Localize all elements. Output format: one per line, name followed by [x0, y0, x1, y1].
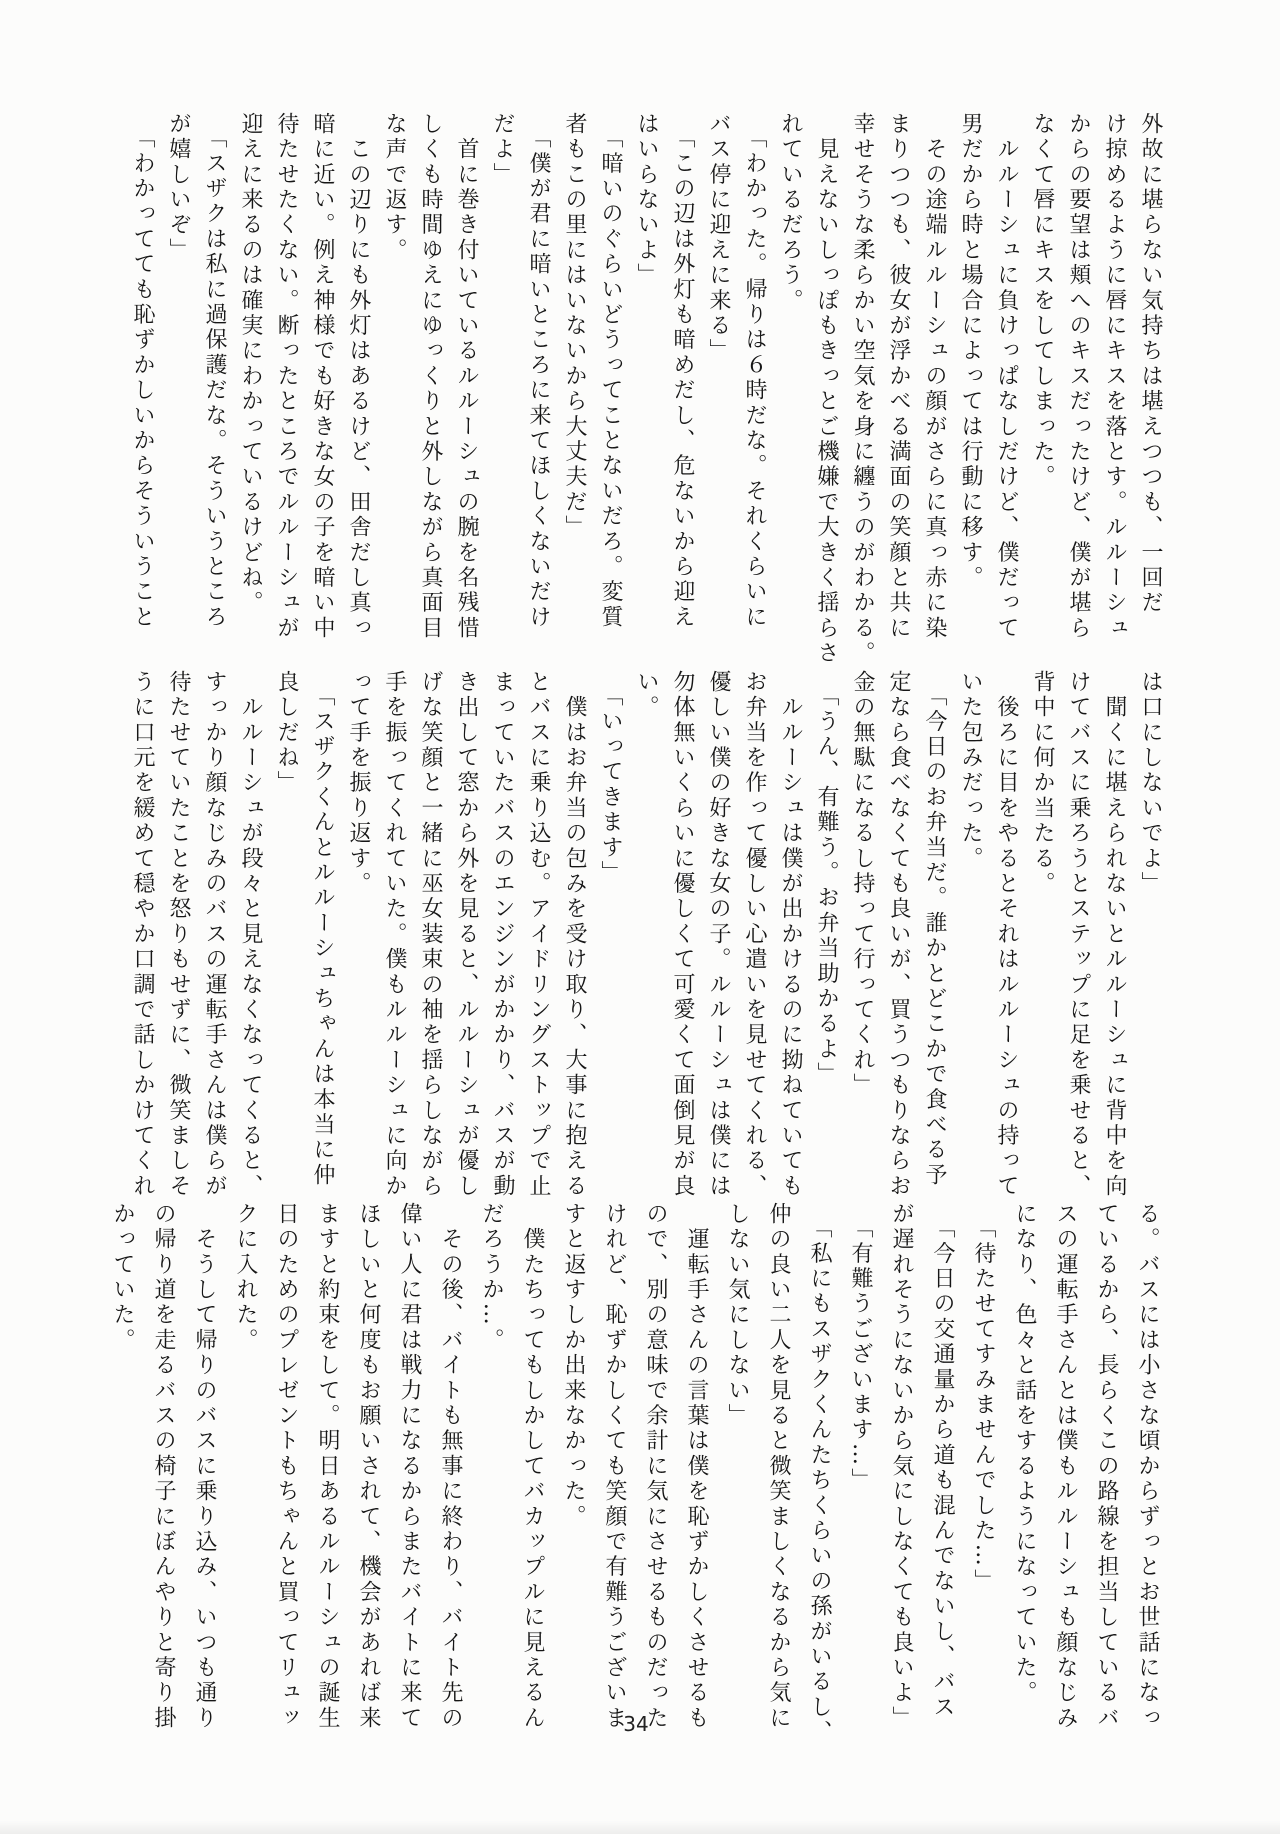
text-column: は口にしないでよ」	[1138, 670, 1163, 897]
text-column: 男だから時と場合によっては行動に移す。	[958, 112, 983, 591]
text-column: この辺りにも外灯はあるけど、田舎だし真っ	[346, 112, 371, 642]
text-column: 運転手さんの言葉は僕を恥ずかしくさせるも	[684, 1202, 709, 1732]
text-column: 「今日のお弁当だ。誰かとどこかで食べる予	[922, 670, 947, 1189]
text-column: お弁当を作って優しい心遣いを見せてくれる、	[742, 670, 767, 1200]
text-column: 良しだね」	[274, 670, 299, 796]
text-column: ルルーシュが段々と見えなくなってくると、	[238, 670, 263, 1200]
text-column: 「この辺は外灯も暗めだし、危ないから迎え	[670, 112, 695, 631]
text-column: る。バスには小さな頃からずっとお世話になっ	[1135, 1202, 1160, 1732]
text-column: 僕たちってもしかしてバカップルに見えるん	[520, 1202, 545, 1732]
text-column: 偉い人に君は戦力になるからまたバイトに来て	[397, 1202, 422, 1732]
text-column: げな笑顔と一緒に巫女装束の袖を揺らしながら	[418, 670, 443, 1200]
text-column: 僕はお弁当の包みを受け取り、大事に抱える	[562, 670, 587, 1200]
text-column: になり、色々と話をするようになっていた。	[1012, 1202, 1037, 1706]
text-column: 「今日の交通量から道も混んでないし、バス	[930, 1202, 955, 1721]
text-column: すっかり顔なじみのバスの運転手さんは僕らが	[202, 670, 227, 1200]
text-column: 外故に堪らない気持ちは堪えつつも、一回だ	[1138, 112, 1163, 616]
text-column: 「暗いのぐらいどうってことないだろ。変質	[598, 112, 623, 631]
text-column: その後、バイトも無事に終わり、バイト先の	[438, 1202, 463, 1732]
text-column: からの要望は頬へのキスだったけど、僕が堪ら	[1066, 112, 1091, 642]
text-column: 「有難うございます…」	[848, 1202, 873, 1494]
text-column: 聞くに堪えられないとルルーシュに背中を向	[1102, 670, 1127, 1200]
text-column: スの運転手さんとは僕もルルーシュも顔なじみ	[1053, 1202, 1078, 1732]
text-column: ますと約束をして。明日あるルルーシュの誕生	[315, 1202, 340, 1732]
text-column: うに口元を緩めて穏やか口調で話しかけてくれ	[130, 670, 155, 1200]
text-column: 定なら食べなくても良いが、買うつもりならお	[886, 670, 911, 1200]
text-column: 「うん、有難う。お弁当助かるよ」	[814, 670, 839, 1088]
text-column: 幸せそうな柔らかい空気を身に纏うのがわかる。	[850, 112, 875, 667]
text-column: 勿体無いくらいに優しくて可愛くて面倒見が良	[670, 670, 695, 1200]
text-column: すと返すしか出来なかった。	[561, 1202, 586, 1530]
text-column: き出して窓から外を見ると、ルルーシュが優し	[454, 670, 479, 1200]
text-column: まりつつも、彼女が浮かべる満面の笑顔と共に	[886, 112, 911, 642]
text-column: 「スザクくんとルルーシュちゃんは本当に仲	[310, 670, 335, 1189]
text-column: だろうか…。	[479, 1202, 504, 1354]
text-column: 後ろに目をやるとそれはルルーシュの持って	[994, 670, 1019, 1200]
text-band-bottom	[102, 1202, 1168, 1768]
text-column: 「わかった。帰りは６時だな。それくらいに	[742, 112, 767, 631]
text-column: クに入れた。	[233, 1202, 258, 1354]
text-column: まっていたバスのエンジンがかかり、バスが動	[490, 670, 515, 1200]
text-column: バス停に迎えに来る」	[706, 112, 731, 364]
text-column: ているから、長らくこの路線を担当しているバ	[1094, 1202, 1119, 1732]
text-column: 「スザクは私に過保護だな。そういうところ	[202, 112, 227, 631]
text-column: かっていた。	[110, 1202, 135, 1354]
text-column: ルルーシュは僕が出かけるのに拗ねていても	[778, 670, 803, 1200]
text-column: 待たせていたことを怒りもせずに、微笑ましそ	[166, 670, 191, 1200]
text-column: 金の無駄になるし持って行ってくれ」	[850, 670, 875, 1099]
text-column: けれど、恥ずかしくても笑顔で有難うございま	[602, 1202, 627, 1732]
text-column: 優しい僕の好きな女の子。ルルーシュは僕には	[706, 670, 731, 1200]
text-column: が嬉しいぞ」	[166, 112, 191, 264]
text-column: って手を振り返す。	[346, 670, 371, 897]
text-column: しない気にしない」	[725, 1202, 750, 1429]
text-column: け掠めるように唇にキスを落とす。ルルーシュ	[1102, 112, 1127, 642]
text-column: 首に巻き付いているルルーシュの腕を名残惜	[454, 112, 479, 642]
text-column: そうして帰りのバスに乗り込み、いつも通り	[192, 1202, 217, 1732]
text-column: けてバスに乗ろうとステップに足を乗せると、	[1066, 670, 1091, 1200]
text-column: 暗に近い。例え神様でも好きな女の子を暗い中	[310, 112, 335, 642]
text-column: 仲の良い二人を見ると微笑ましくなるから気に	[766, 1202, 791, 1732]
text-column: とバスに乗り込む。アイドリングストップで止	[526, 670, 551, 1200]
text-column: 待たせたくない。断ったところでルルーシュが	[274, 112, 299, 642]
text-column: ので、別の意味で余計に気にさせるものだった	[643, 1202, 668, 1732]
text-column: 背中に何か当たる。	[1030, 670, 1055, 897]
page-number: 34	[623, 1712, 649, 1736]
text-column: れているだろう。	[778, 112, 803, 314]
text-column: なくて唇にキスをしてしまった。	[1030, 112, 1055, 490]
text-column: 迎えに来るのは確実にわかっているけどね。	[238, 112, 263, 616]
text-column: い。	[634, 670, 659, 721]
text-column: いた包みだった。	[958, 670, 983, 872]
text-band-middle	[124, 670, 1168, 1236]
text-column: だよ」	[490, 112, 515, 188]
text-column: はいらないよ」	[634, 112, 659, 289]
text-column: 者もこの里にはいないから大丈夫だ」	[562, 112, 587, 541]
text-column: その途端ルルーシュの顔がさらに真っ赤に染	[922, 112, 947, 642]
text-column: 日のためのプレゼントもちゃんと買ってリュッ	[274, 1202, 299, 1732]
text-column: 「僕が君に暗いところに来てほしくないだけ	[526, 112, 551, 631]
text-column: な声で返す。	[382, 112, 407, 264]
text-column: しくも時間ゆえにゆっくりと外しながら真面目	[418, 112, 443, 642]
text-column: 手を振ってくれていた。僕もルルーシュに向か	[382, 670, 407, 1200]
text-column: 「待たせてすみませんでした…」	[971, 1202, 996, 1595]
text-column: ルルーシュに負けっぱなしだけど、僕だって	[994, 112, 1019, 642]
text-column: 「私にもスザクくんたちくらいの孫がいるし、	[807, 1202, 832, 1746]
text-column: ほしいと何度もお願いされて、機会があれば来	[356, 1202, 381, 1732]
text-column: 「いってきます」	[598, 670, 623, 886]
text-column: 見えないしっぽもきっとご機嫌で大きく揺らさ	[814, 112, 839, 667]
text-column: 「わかってても恥ずかしいからそういうこと	[130, 112, 155, 631]
text-column: が遅れそうにないから気にしなくても良いよ」	[889, 1202, 914, 1732]
text-column: の帰り道を走るバスの椅子にぼんやりと寄り掛	[151, 1202, 176, 1732]
text-band-top	[124, 112, 1168, 678]
